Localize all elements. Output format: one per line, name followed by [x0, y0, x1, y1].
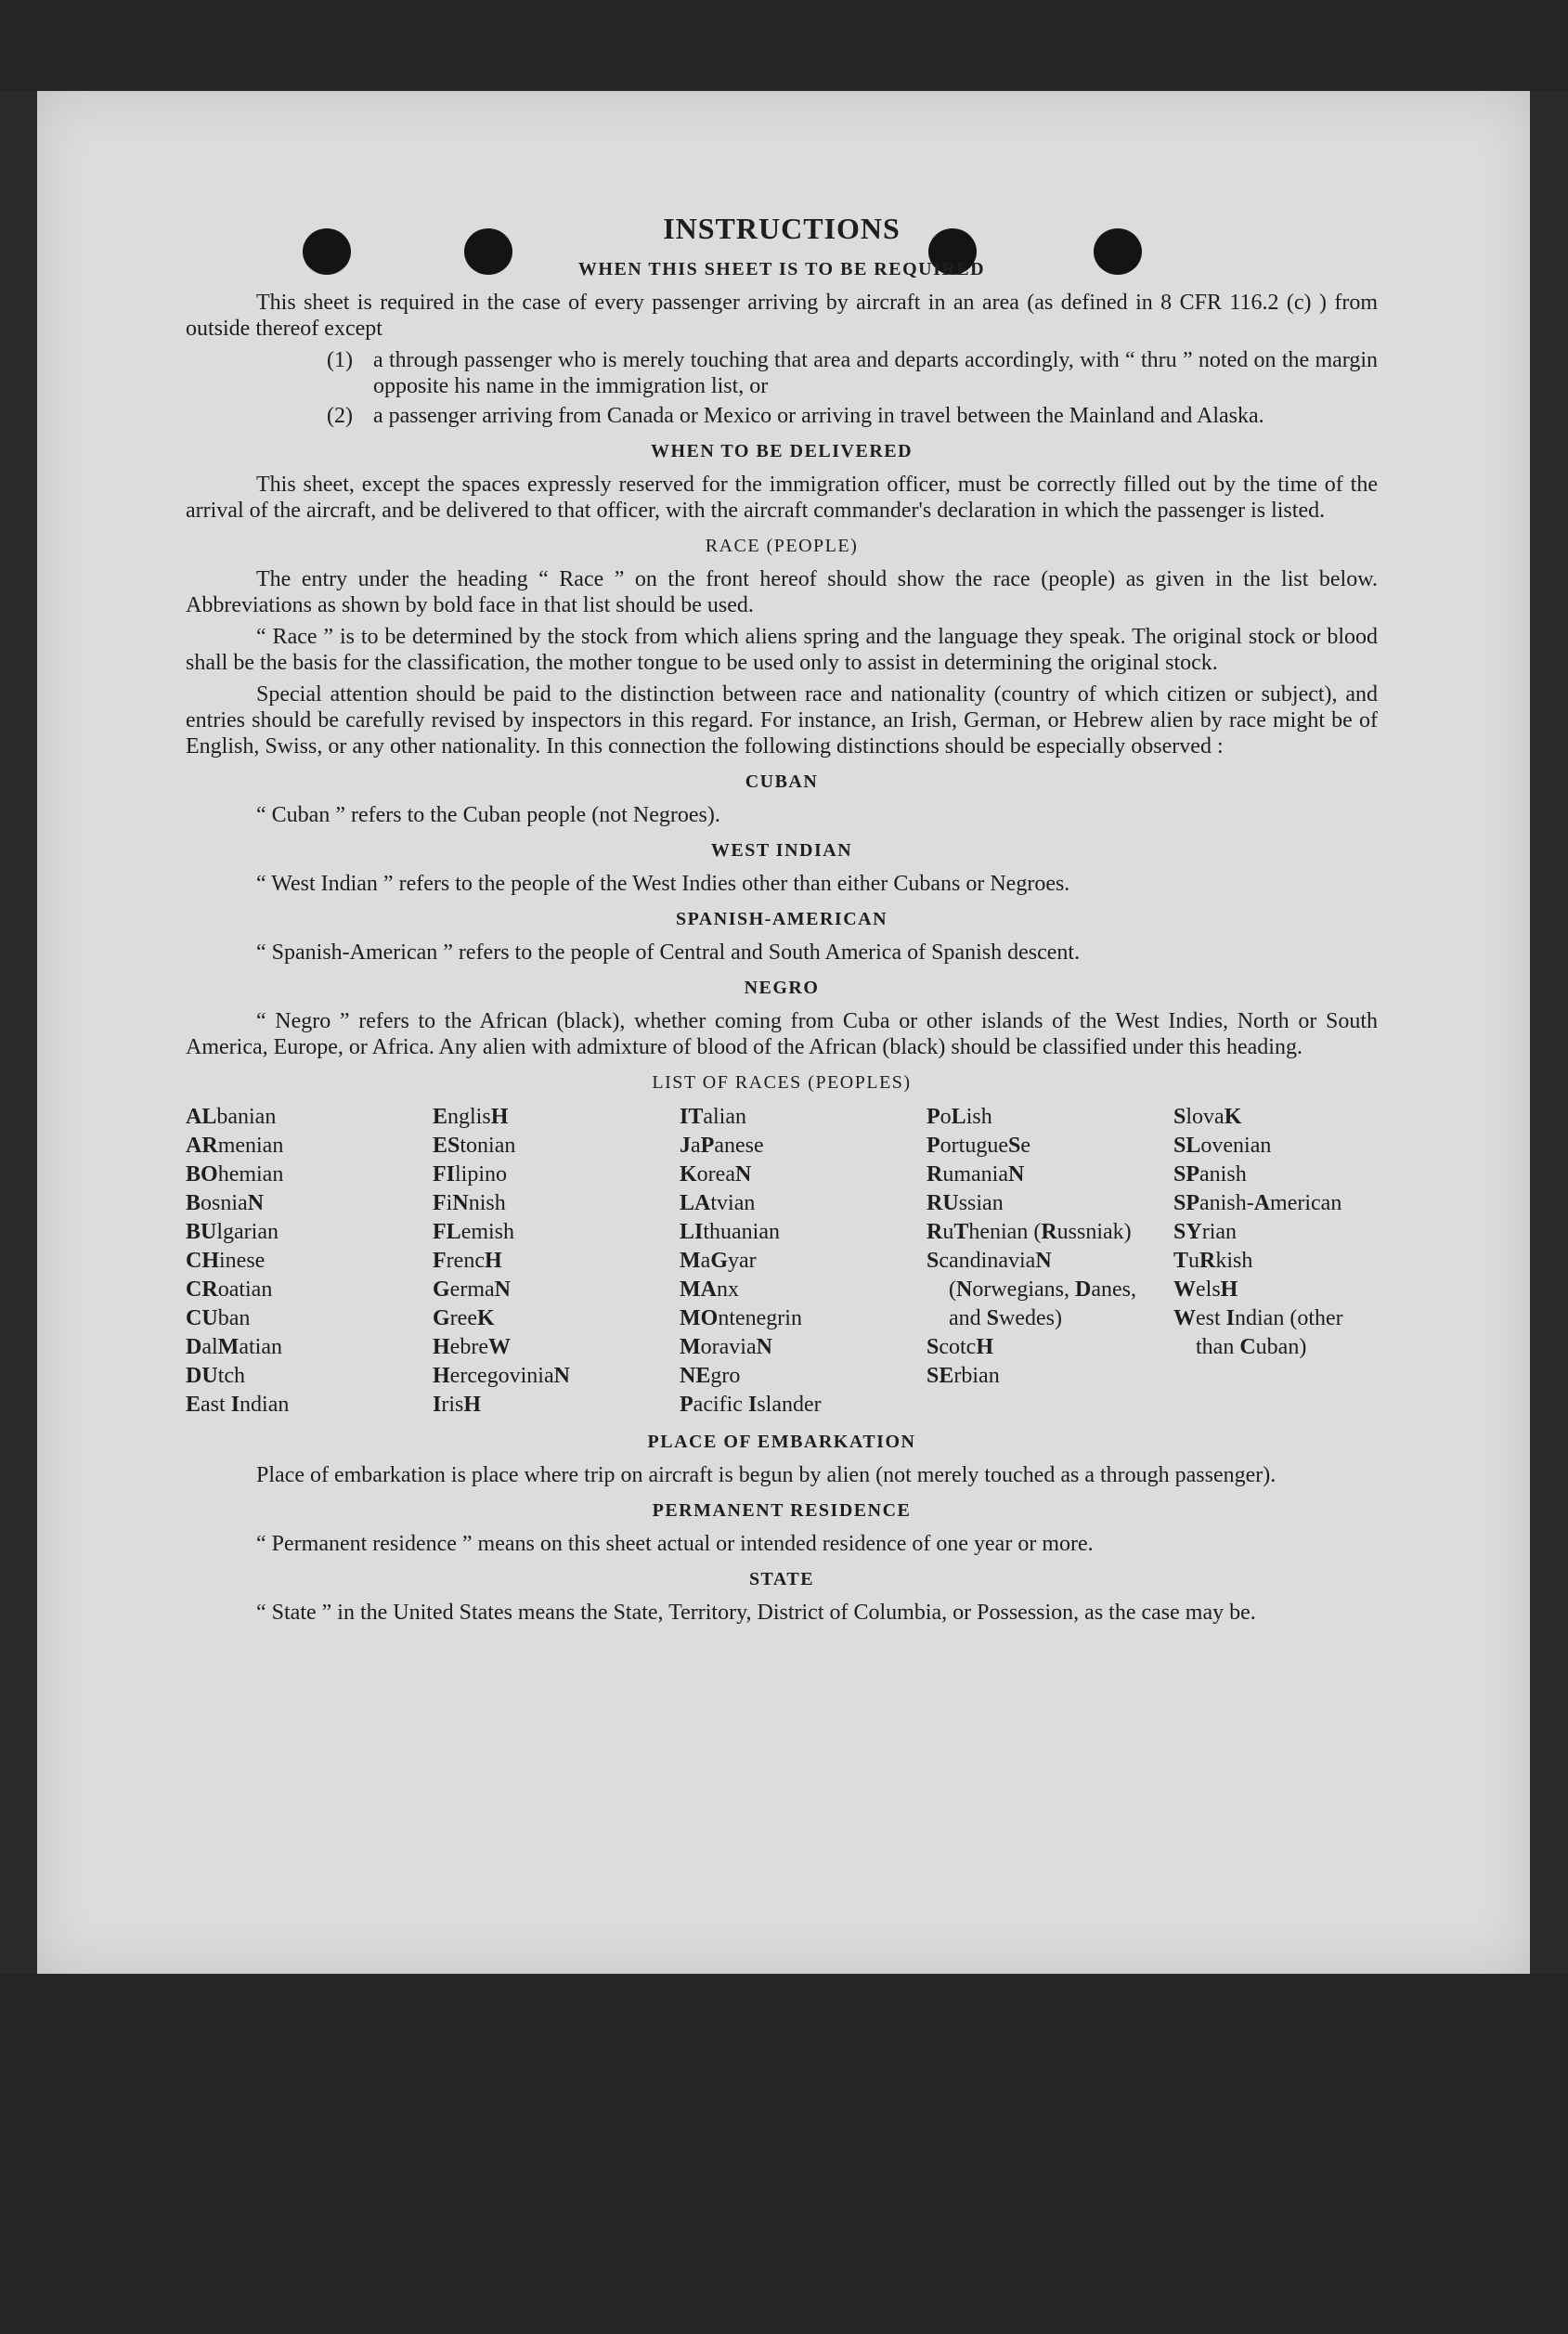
race-entry: MaGyar: [680, 1249, 757, 1273]
list-item-number: (2): [327, 404, 353, 428]
paragraph-state: “ State ” in the United States means the State, Territory, District of Columbia, or Possession, as the case may be.: [256, 1601, 1256, 1625]
paragraph-west-indian: “ West Indian ” refers to the people of the West Indies other than either Cubans or Negroes.: [256, 872, 1070, 896]
heading-permanent-residence: PERMANENT RESIDENCE: [652, 1500, 912, 1521]
race-entry: ALbanian: [186, 1105, 277, 1129]
heading-negro: NEGRO: [744, 978, 820, 998]
race-entry: EStonian: [433, 1134, 516, 1158]
heading-list-of-races: LIST OF RACES (PEOPLES): [652, 1072, 912, 1093]
list-item: [327, 403, 1378, 429]
paragraph-race-1: The entry under the heading “ Race ” on the front hereof should show the race (people) as given in the list below. Abbreviations as shown by bold face in that list should be used.: [186, 567, 1378, 617]
list-item-number: (1): [327, 348, 353, 372]
race-entry: SPanish: [1173, 1162, 1247, 1186]
race-entry: RuThenian (Russniak): [927, 1220, 1132, 1244]
race-entry: DalMatian: [186, 1335, 282, 1359]
race-entry: RUssian: [927, 1191, 1004, 1215]
race-entry: LIthuanian: [680, 1220, 780, 1244]
race-entry: PortugueSe: [927, 1134, 1030, 1158]
race-entry: ScandinaviaN (Norwegians, Danes, and Swedes): [927, 1249, 1136, 1330]
race-entry: FiNnish: [433, 1191, 506, 1215]
race-entry: East Indian: [186, 1393, 290, 1417]
race-entry: CRoatian: [186, 1277, 273, 1302]
heading-cuban: CUBAN: [745, 772, 819, 792]
races-column: [680, 1103, 927, 1420]
paragraph-race-2: “ Race ” is to be determined by the stock from which aliens spring and the language they speak. The original stock or blood shall be the basis for the classification, the mother tongue to be used only to assist in determining the original stock.: [186, 625, 1378, 675]
heading-when-delivered: WHEN TO BE DELIVERED: [650, 441, 914, 461]
race-entry: West Indian (other than Cuban): [1173, 1306, 1343, 1359]
paragraph-when-required: This sheet is required in the case of every passenger arriving by aircraft in an area (as defined in 8 CFR 116.2 (c) ) from outside thereof except: [186, 291, 1378, 341]
race-entry: Pacific Islander: [680, 1393, 822, 1417]
race-entry: MAnx: [680, 1277, 739, 1302]
paragraph-cuban: “ Cuban ” refers to the Cuban people (not Negroes).: [256, 803, 720, 827]
document-content: [186, 206, 1378, 1631]
race-entry: BosniaN: [186, 1191, 265, 1215]
race-entry: DUtch: [186, 1364, 246, 1388]
race-entry: IrisH: [433, 1393, 482, 1417]
paragraph-residence: “ Permanent residence ” means on this sheet actual or intended residence of one year or more.: [256, 1532, 1094, 1556]
race-entry: GermaN: [433, 1277, 511, 1302]
race-entry: LAtvian: [680, 1191, 756, 1215]
heading-place-of-embarkation: PLACE OF EMBARKATION: [647, 1432, 916, 1452]
race-entry: BOhemian: [186, 1162, 284, 1186]
list-item-text: a through passenger who is merely touching that area and departs accordingly, with “ thru ” noted on the margin opposite his name in the immigration list, or: [373, 348, 1378, 398]
race-entry: HebreW: [433, 1335, 511, 1359]
paragraph-when-delivered: This sheet, except the spaces expressly reserved for the immigration officer, must be correctly filled out by the time of the arrival of the aircraft, and be delivered to that officer, with the aircraft commander's declaration in which the passenger is listed.: [186, 473, 1378, 523]
race-entry: CUban: [186, 1306, 251, 1330]
race-entry: ITalian: [680, 1105, 746, 1129]
race-entry: SLovenian: [1173, 1134, 1272, 1158]
race-entry: WelsH: [1173, 1277, 1238, 1302]
heading-spanish-american: SPANISH-AMERICAN: [675, 909, 888, 929]
race-entry: SErbian: [927, 1364, 1000, 1388]
race-entry: EnglisH: [433, 1105, 509, 1129]
race-entry: PoLish: [927, 1105, 992, 1129]
race-entry: CHinese: [186, 1249, 266, 1273]
race-entry: GreeK: [433, 1306, 495, 1330]
heading-when-required: WHEN THIS SHEET IS TO BE REQUIRED: [577, 259, 986, 279]
heading-state: STATE: [748, 1569, 815, 1589]
paragraph-negro: “ Negro ” refers to the African (black), whether coming from Cuba or other islands of the West Indies, North or South America, Europe, or Africa. Any alien with admixture of blood of the African (black) should be classified under this heading.: [186, 1009, 1378, 1059]
scan-background-bottom: [0, 1974, 1568, 2334]
race-entry: KoreaN: [680, 1162, 752, 1186]
races-column: [433, 1103, 680, 1420]
list-item: [327, 347, 1378, 399]
race-entry: SYrian: [1173, 1220, 1238, 1244]
race-entry: HercegoviniaN: [433, 1364, 570, 1388]
race-entry: ARmenian: [186, 1134, 284, 1158]
race-entry: RumaniaN: [927, 1162, 1025, 1186]
race-entry: FIlipino: [433, 1162, 508, 1186]
paragraph-spanish-american: “ Spanish-American ” refers to the people of Central and South America of Spanish descent.: [256, 940, 1081, 965]
race-entry: FrencH: [433, 1249, 502, 1273]
list-item-text: a passenger arriving from Canada or Mexico or arriving in travel between the Mainland and Alaska.: [373, 404, 1264, 428]
race-entry: NEgro: [680, 1364, 741, 1388]
race-entry: ScotcH: [927, 1335, 994, 1359]
race-entry: SlovaK: [1173, 1105, 1242, 1129]
races-column: [927, 1103, 1173, 1420]
race-entry: MOntenegrin: [680, 1306, 802, 1330]
paragraph-embarkation: Place of embarkation is place where trip on aircraft is begun by alien (not merely touched as a through passenger).: [256, 1463, 1276, 1487]
heading-race: RACE (PEOPLE): [705, 536, 859, 556]
paragraph-race-3: Special attention should be paid to the distinction between race and nationality (country of which citizen or subject), and entries should be carefully revised by inspectors in this regard. For instance, an Irish, German, or Hebrew alien by race might be of English, Swiss, or any other nationality. In this connection the following distinctions should be especially observed :: [186, 682, 1378, 759]
race-entry: MoraviaN: [680, 1335, 772, 1359]
page-title: INSTRUCTIONS: [663, 212, 901, 245]
scan-background-top: [0, 0, 1568, 91]
race-entry: FLemish: [433, 1220, 515, 1244]
race-entry: BUlgarian: [186, 1220, 279, 1244]
races-list: [186, 1103, 1378, 1420]
races-column: [186, 1103, 433, 1420]
heading-west-indian: WEST INDIAN: [710, 840, 853, 861]
races-column: [1173, 1103, 1378, 1420]
race-entry: JaPanese: [680, 1134, 764, 1158]
race-entry: TuRkish: [1173, 1249, 1253, 1273]
race-entry: SPanish-American: [1173, 1191, 1342, 1215]
